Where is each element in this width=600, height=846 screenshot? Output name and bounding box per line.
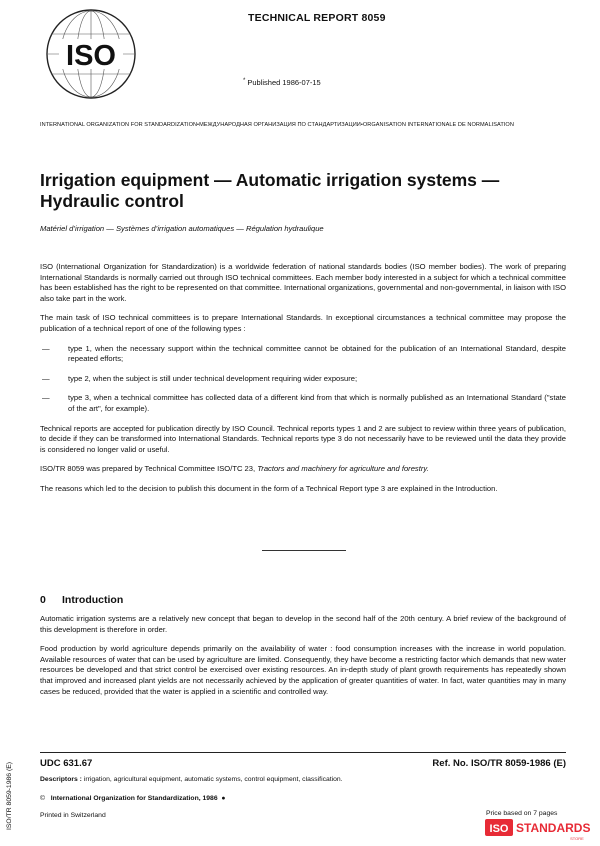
document-title (40, 170, 570, 212)
published-date (243, 78, 321, 87)
published-mark: * (243, 78, 246, 84)
descriptors (40, 776, 566, 783)
foreword-paragraph-5: The reasons which led to the decision to publish this document in the form of a Technical Report type 3 are explained in the Introduction. (40, 483, 498, 493)
descriptors-label: Descriptors : (40, 776, 82, 783)
copyright (40, 795, 226, 802)
stamp-iso: ISO (489, 823, 509, 835)
list-dash: — (42, 393, 50, 403)
copyright-symbol: © (40, 795, 46, 802)
list-item-text: type 1, when the necessary support within the technical committee cannot be obtained for the publication of an International Standard, despite repeated efforts; (68, 343, 566, 364)
iso-standards-store-stamp (483, 812, 595, 844)
list-item-text: type 2, when the subject is still under technical development requiring wider exposure; (68, 373, 358, 383)
side-reference (6, 740, 20, 830)
price-note: Price based on 7 pages (486, 810, 558, 817)
section-divider (262, 550, 346, 551)
report-title: TECHNICAL REPORT 8059 (248, 12, 386, 24)
title-line-2: Hydraulic control (40, 191, 184, 211)
committee-name: Tractors and machinery for agriculture and forestry. (257, 464, 429, 474)
title-line-1: Irrigation equipment — Automatic irrigation systems — (40, 170, 500, 190)
iso-logo (45, 8, 137, 100)
reference-number: Ref. No. ISO/TR 8059-1986 (E) (432, 758, 566, 769)
copyright-text: International Organization for Standardization, 1986 (50, 795, 218, 802)
stamp-standards: STANDARDS (516, 821, 591, 835)
organization-line: INTERNATIONAL ORGANIZATION FOR STANDARDIZATION•МЕЖДУНАРОДНАЯ ОРГАНИЗАЦИЯ ПО СТАНДАРТИЗАЦИИ•ORGANISATION INTERNATIONALE DE NORMALISATION (40, 122, 514, 128)
udc-number: UDC 631.67 (40, 758, 93, 769)
foreword-paragraph-2: The main task of ISO technical committees is to prepare International Standards. In exceptional circumstances a technical committee may propose the publication of a technical report of one of the following types : (40, 313, 566, 333)
list-dash: — (42, 343, 50, 353)
section-title: Introduction (62, 594, 124, 606)
foreword-paragraph-1: ISO (International Organization for Standardization) is a worldwide federation of national standards bodies (ISO member bodies). The work of preparing International Standards is normally carried out through ISO technical committees. Each member body interested in a subject for which a technical committee has been established has the right to be represented on that committee. International organizations, governmental and non-governmental, in liaison with ISO also take part in the work. (40, 262, 566, 303)
intro-paragraph-2: Food production by world agriculture depends primarily on the availability of water : food consumption increases with the increase in world population. Available resources of water that can be used by agriculture are limited. Consequently, they have become a restricting factor which demands that new water resources be developed and that strict control be exercised over existing resources. An in-depth study of plant growth requirements has repeatedly shown that improved and increased plant yields are not necessarily achieved by the application of greater quantities of water. In fact, water quantities may in many cases be reduced, provided that the water is applied in a scientific and controlled way. (40, 644, 566, 696)
list-item-text: type 3, when a technical committee has collected data of a different kind from that which is normally published as an International Standard ("state of the art", for example). (68, 393, 566, 413)
descriptors-text: irrigation, agricultural equipment, automatic systems, control equipment, classification. (81, 776, 343, 783)
foreword (40, 262, 566, 504)
stamp-store: STORE (570, 836, 584, 841)
list-item (40, 393, 566, 414)
list-item (40, 344, 566, 365)
iso-logo-text: ISO (66, 40, 116, 72)
section-number: 0 (40, 594, 46, 606)
introduction-heading (40, 594, 123, 606)
foreword-paragraph-4 (40, 464, 566, 475)
committee-text: ISO/TR 8059 was prepared by Technical Committee ISO/TC 23, (40, 464, 258, 474)
list-item (40, 374, 566, 385)
side-reference-text: ISO/TR 8059-1986 (E) (6, 762, 13, 830)
foreword-paragraph-3: Technical reports are accepted for publication directly by ISO Council. Technical reports types 1 and 2 are subject to review within three years of publication, to decide if they can be transformed into International Standards. Technical reports type 3 do not necessarily have to be reviewed until the data they provide is considered no longer valid or useful. (40, 423, 566, 454)
footer-rule (40, 752, 566, 753)
intro-paragraph-1: Automatic irrigation systems are a relatively new concept that began to develop in the second half of the 20th century. A brief review of the background of this development is therefore in order. (40, 614, 566, 634)
printed-in: Printed in Switzerland (40, 812, 106, 819)
list-dash: — (42, 373, 50, 383)
introduction-body (40, 614, 566, 706)
french-title: Matériel d’irrigation — Systèmes d’irrigation automatiques — Régulation hydraulique (40, 224, 324, 233)
published-text: Published 1986-07-15 (247, 78, 321, 87)
copyright-bullet: ● (221, 795, 226, 802)
